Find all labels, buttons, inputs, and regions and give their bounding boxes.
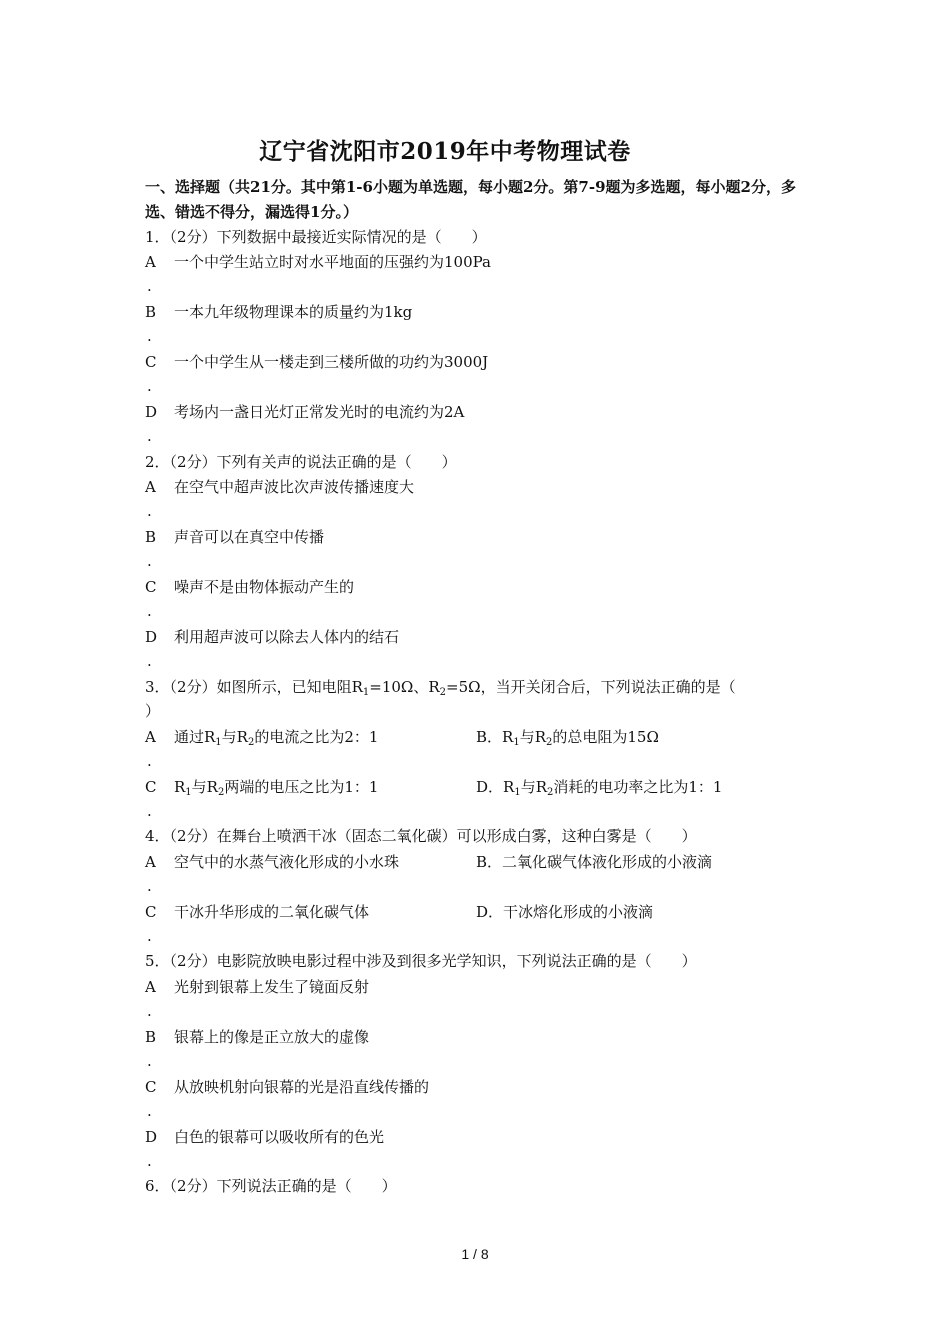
q3-option-a: 通过$R_1$与$R_2$的电流之比为2：1	[174, 728, 379, 748]
q1-option-b-dot: .	[147, 327, 152, 345]
q3-option-a-dot: .	[147, 752, 152, 770]
section-heading: 一、选择题（共21分。其中第1-6小题为单选题，每小题2分。第7-9题为多选题，每小题2分，多选、错选不得分，漏选得1分。）	[145, 178, 796, 221]
q2-option-c: 噪声不是由物体振动产生的	[174, 578, 355, 596]
question-4-stem: 4．（2分）在舞台上喷洒干冰（固态二氧化碳）可以形成白雾，这种白雾是（ ）	[145, 827, 697, 845]
q3-option-c-label: C	[145, 778, 157, 796]
q5-option-a-dot: .	[147, 1002, 152, 1020]
q1-option-d: 考场内一盏日光灯正常发光时的电流约为2A	[174, 403, 465, 421]
q4-option-c-dot: .	[147, 927, 152, 945]
q1-option-a-dot: .	[147, 277, 152, 295]
q5-option-d-dot: .	[147, 1152, 152, 1170]
q5-option-d: 白色的银幕可以吸收所有的色光	[174, 1128, 385, 1146]
q2-option-d-label: D	[145, 628, 158, 646]
q3-option-c-dot: .	[147, 802, 152, 820]
q5-option-b-label: B	[145, 1028, 157, 1046]
q4-option-a-label: A	[145, 853, 156, 871]
q4-option-b: B．二氧化碳气体液化形成的小液滴	[476, 853, 713, 871]
q5-option-b: 银幕上的像是正立放大的虚像	[174, 1028, 370, 1046]
q1-option-a: 一个中学生站立时对水平地面的压强约为100Pa	[174, 253, 491, 271]
q2-option-d-dot: .	[147, 652, 152, 670]
question-2-stem: 2．（2分）下列有关声的说法正确的是（ ）	[145, 453, 457, 471]
question-5-stem: 5．（2分）电影院放映电影过程中涉及到很多光学知识，下列说法正确的是（ ）	[145, 952, 697, 970]
q5-option-c-label: C	[145, 1078, 157, 1096]
q1-option-c-dot: .	[147, 377, 152, 395]
q4-option-a-dot: .	[147, 877, 152, 895]
q3-option-b: B．$R_1$与$R_2$的总电阻为15Ω	[476, 728, 659, 748]
q4-option-d: D．干冰熔化形成的小液滴	[476, 903, 654, 921]
q3-option-d: D．$R_1$与$R_2$消耗的电功率之比为1：1	[476, 778, 723, 798]
question-6-stem: 6．（2分）下列说法正确的是（ ）	[145, 1177, 397, 1195]
q5-option-c: 从放映机射向银幕的光是沿直线传播的	[174, 1078, 430, 1096]
q5-option-b-dot: .	[147, 1052, 152, 1070]
q2-option-b: 声音可以在真空中传播	[174, 528, 325, 546]
q4-option-a: 空气中的水蒸气液化形成的小水珠	[174, 853, 400, 871]
q2-option-a-dot: .	[147, 502, 152, 520]
q1-option-c-label: C	[145, 353, 157, 371]
q2-option-c-label: C	[145, 578, 157, 596]
q2-option-b-dot: .	[147, 552, 152, 570]
q2-option-b-label: B	[145, 528, 157, 546]
question-3-stem-continued: ）	[145, 702, 161, 720]
q1-option-b-label: B	[145, 303, 157, 321]
q4-option-c-label: C	[145, 903, 157, 921]
q4-option-c: 干冰升华形成的二氧化碳气体	[174, 903, 370, 921]
q2-option-a: 在空气中超声波比次声波传播速度大	[174, 478, 415, 496]
q2-option-a-label: A	[145, 478, 156, 496]
q1-option-a-label: A	[145, 253, 156, 271]
q5-option-d-label: D	[145, 1128, 158, 1146]
page-number: 1 / 8	[461, 1246, 489, 1262]
q5-option-c-dot: .	[147, 1102, 152, 1120]
page-title: 辽宁省沈阳市2019年中考物理试卷	[259, 138, 631, 165]
q2-option-c-dot: .	[147, 602, 152, 620]
q1-option-d-label: D	[145, 403, 158, 421]
q3-option-a-label: A	[145, 728, 156, 746]
q3-option-c: $R_1$与$R_2$两端的电压之比为1：1	[174, 778, 379, 798]
q1-option-c: 一个中学生从一楼走到三楼所做的功约为3000J	[174, 353, 489, 371]
q5-option-a-label: A	[145, 978, 156, 996]
question-1-stem: 1．（2分）下列数据中最接近实际情况的是（ ）	[145, 228, 487, 246]
q1-option-b: 一本九年级物理课本的质量约为1kg	[174, 303, 413, 321]
q1-option-d-dot: .	[147, 427, 152, 445]
question-3-stem: 3．（2分）如图所示，已知电阻$R_1=10\Omega$、$R_2=5\Omega$，当开关闭合后，下列说法正确的是（	[145, 678, 736, 698]
q5-option-a: 光射到银幕上发生了镜面反射	[174, 978, 370, 996]
q2-option-d: 利用超声波可以除去人体内的结石	[174, 628, 400, 646]
